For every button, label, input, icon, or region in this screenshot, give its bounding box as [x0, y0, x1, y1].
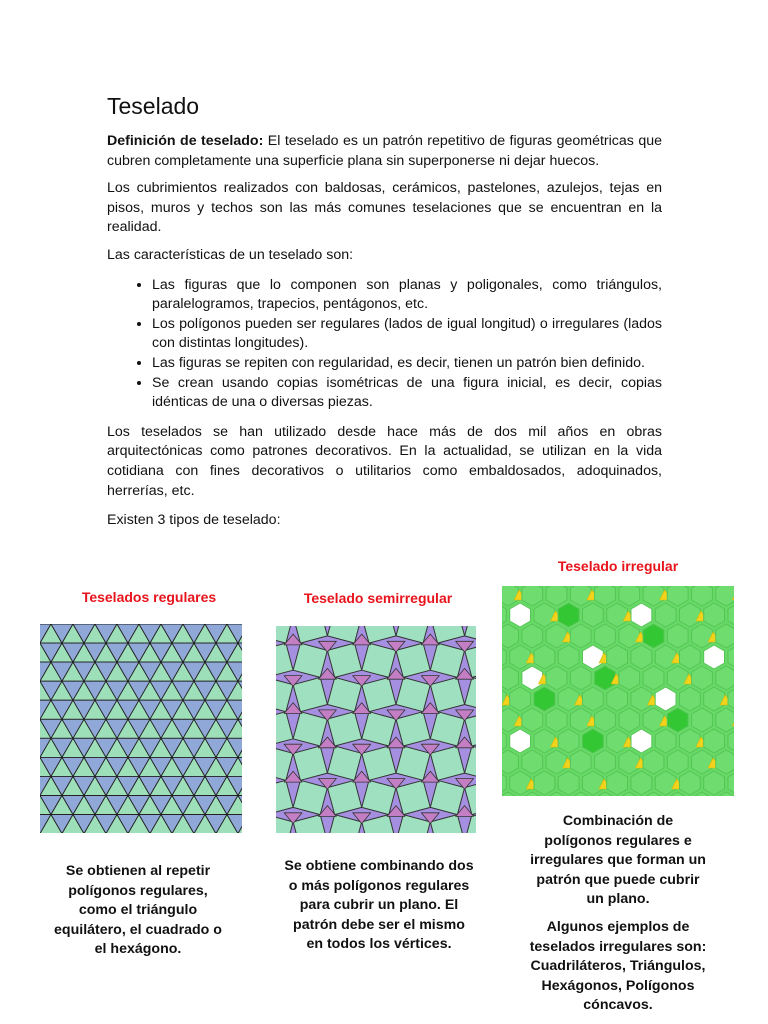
- irregular-heading: Teselado irregular: [557, 558, 679, 574]
- definition-text: El teselado es un patrón repetitivo de figuras geométricas que cubren completamente una superficie plana sin superponerse ni dejar huecos.: [107, 133, 662, 169]
- semiregular-heading: Teselado semirregular: [303, 590, 453, 606]
- definition-paragraph: [107, 132, 662, 171]
- coverings-paragraph: Los cubrimientos realizados con baldosas, cerámicos, pastelones, azulejos, tejas en pisos, muros y techos son las más comunes teselaciones que se encuentran en la realidad.: [107, 180, 662, 236]
- semiregular-tessellation-image: [276, 626, 476, 833]
- irregular-tessellation-image: [502, 586, 734, 796]
- semiregular-description: Se obtiene combinando dos o más polígonos regulares para cubrir un plano. El patrón debe ser el mismo en todos los vértices.: [284, 858, 474, 953]
- document-body: [107, 90, 662, 531]
- list-item: • Los polígonos pueden ser regulares (lados de igual longitud) o irregulares (lados con distintas longitudes).: [152, 315, 662, 354]
- list-item: • Las figuras se repiten con regularidad, es decir, tienen un patrón bien definido.: [152, 354, 662, 374]
- regular-description: Se obtienen al repetir polígonos regulares, como el triángulo equilátero, el cuadrado o el hexágono.: [54, 863, 222, 958]
- history-paragraph: Los teselados se han utilizado desde hace más de dos mil años en obras arquitectónicas como patrones decorativos. En la actualidad, se utilizan en la vida cotidiana con fines decorativos o utilitarios como embaldosados, adoquinados, herrerías, etc.: [107, 423, 662, 499]
- regular-heading: Teselados regulares: [81, 589, 217, 605]
- characteristics-intro: Las características de un teselado son:: [107, 246, 354, 263]
- types-intro: Existen 3 tipos de teselado:: [107, 512, 281, 529]
- list-item: • Se crean usando copias isométricas de una figura inicial, es decir, copias idénticas de una o diversas piezas.: [152, 374, 662, 413]
- definition-label: Definición de teselado:: [107, 133, 264, 149]
- regular-tessellation-image: [40, 624, 242, 833]
- irregular-description: Combinación de polígonos regulares e irregulares que forman un patrón que puede cubrir un plano. Algunos ejemplos de teselados irregulares son: Cuadriláteros, Triángulos, Hexágonos, Polígonos cóncavos.: [529, 813, 707, 1014]
- characteristics-list: [107, 276, 662, 413]
- page-title: Teselado: [107, 93, 200, 119]
- list-item: • Las figuras que lo componen son planas y poligonales, como triángulos, paralelogramos, trapecios, pentágonos, etc.: [152, 276, 662, 315]
